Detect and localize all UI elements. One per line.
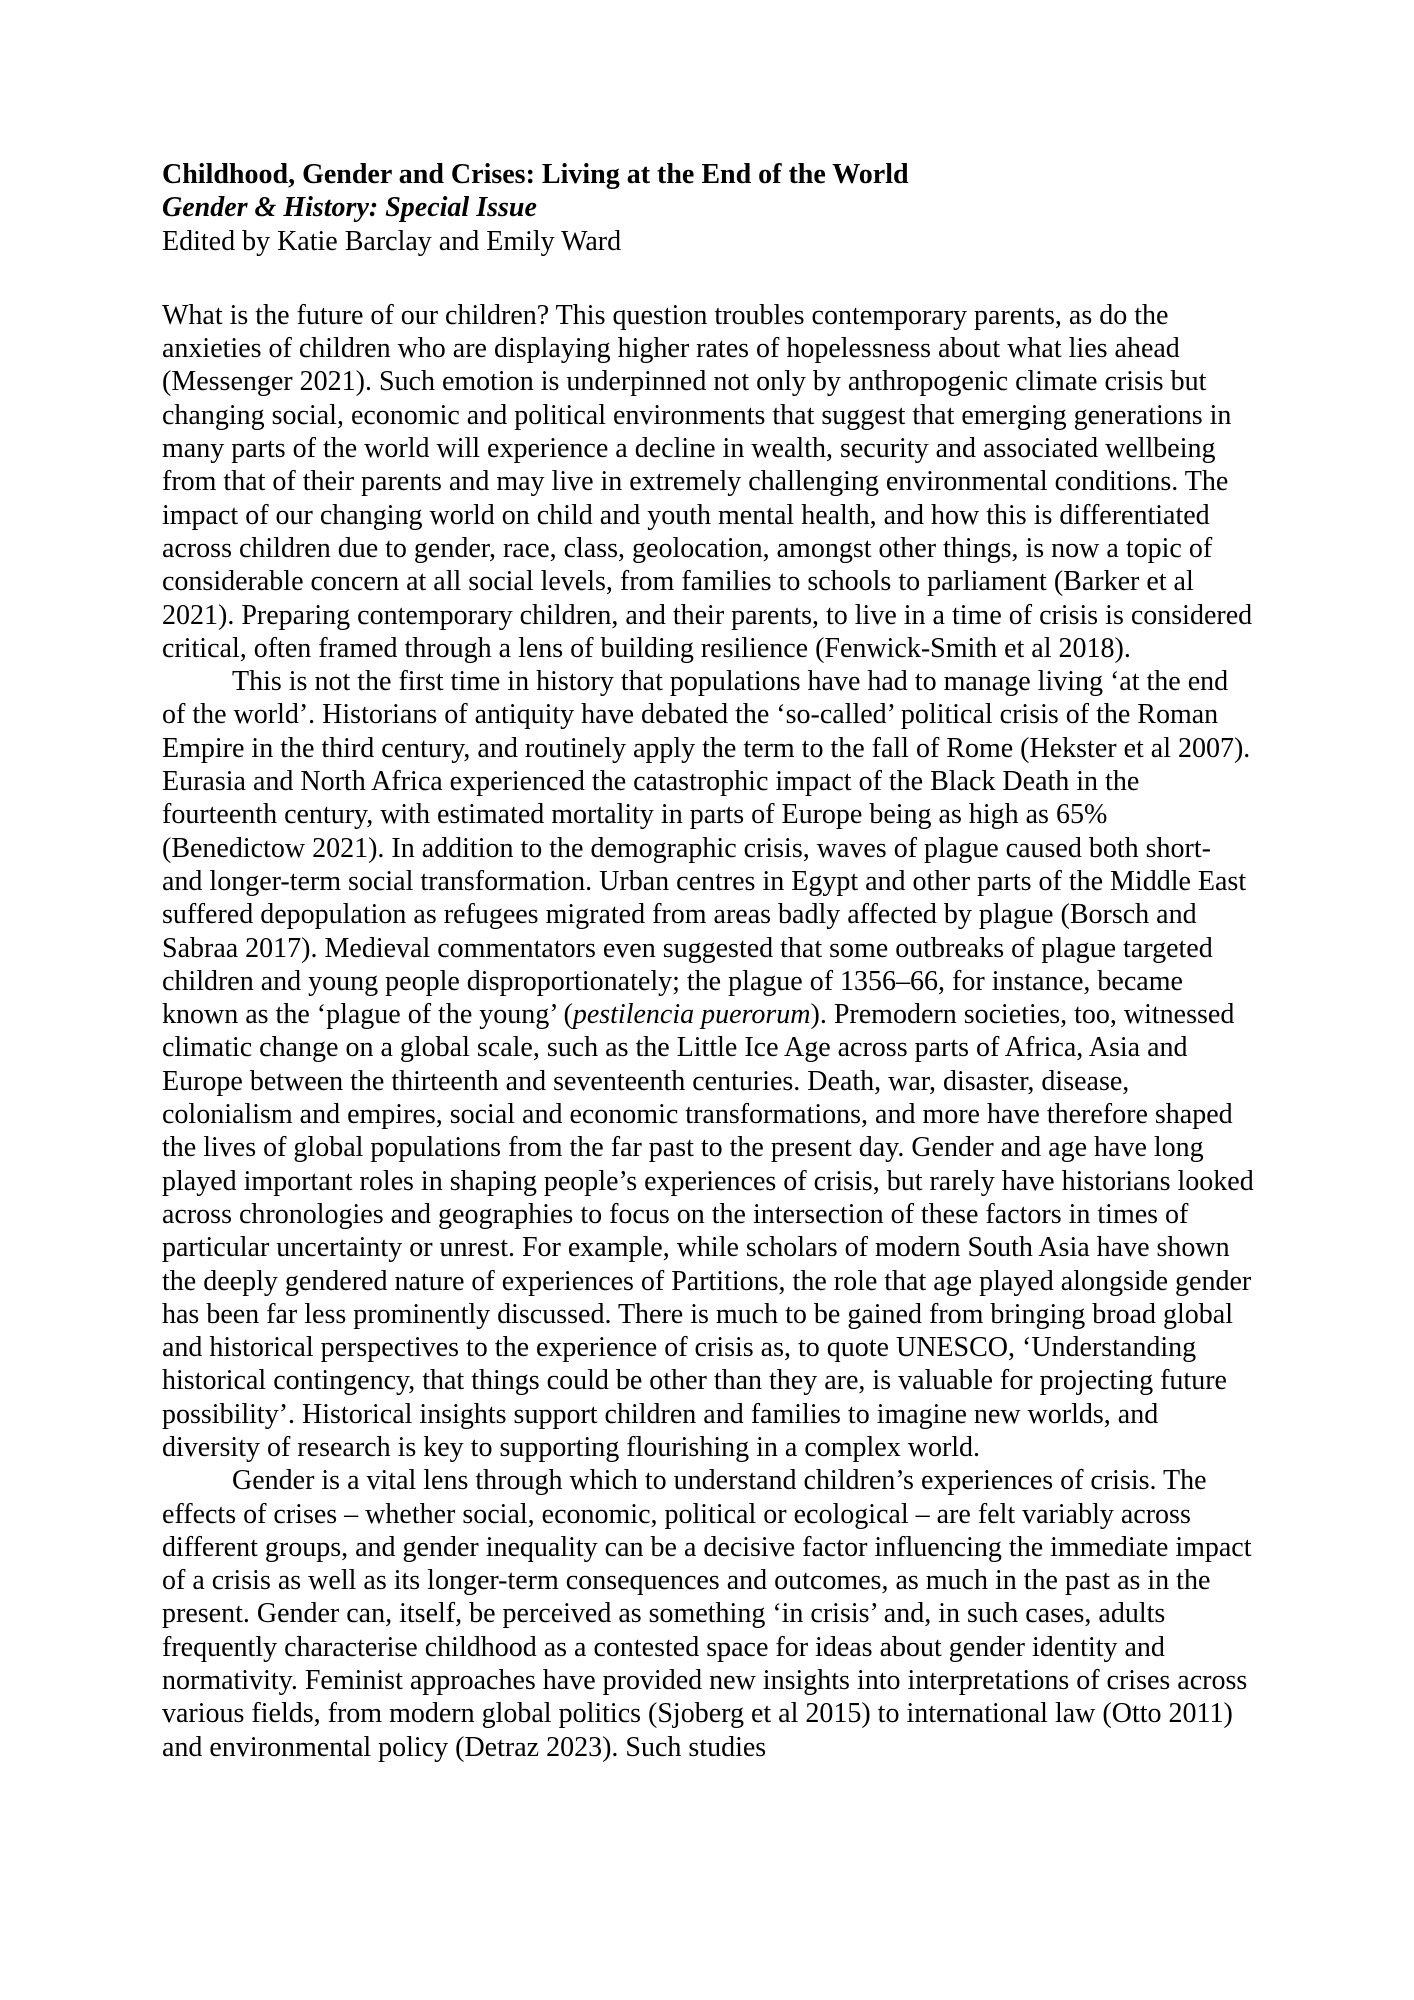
document-title: Childhood, Gender and Crises: Living at the End of the World: [162, 159, 909, 190]
paragraph-history: [162, 665, 1254, 1464]
text-run: Gender is a vital lens through which to understand children’s experiences of crisis. The effects of crises – whether social, economic, political or ecological – are felt variably across different groups, and gender inequality can be a decisive factor influencing the immediate impact of a crisis as well as its longer-term consequences and outcomes, as much in the past as in the present. Gender can, itself, be perceived as something ‘in crisis’ and, in such cases, adults frequently characterise childhood as a contested space for ideas about gender identity and normativity. Feminist approaches have provided new insights into interpretations of crises across various fields, from modern global politics (Sjoberg et al 2015) to international law (Otto 2011) and environmental policy (Detraz 2023). Such studies: [162, 1465, 1252, 1763]
paragraph-gender-lens: [162, 1464, 1254, 1764]
latin-phrase-text-run: pestilencia puerorum: [572, 999, 811, 1031]
document-subtitle: Gender & History: Special Issue: [162, 192, 537, 224]
text-run: What is the future of our children? This question troubles contemporary parents, as do the anxieties of children who are displaying higher rates of hopelessness about what lies ahead (Messenger 2021). Such emotion is underpinned not only by anthropogenic climate crisis but changing social, economic and political environments that suggest that emerging generations in many parts of the world will experience a decline in wealth, security and associated wellbeing from that of their parents and may live in extremely challenging environmental conditions. The impact of our changing world on child and youth mental health, and how this is differentiated across children due to gender, race, class, geolocation, amongst other things, is now a topic of considerable concern at all social levels, from families to schools to parliament (Barker et al 2021). Preparing contemporary children, and their parents, to live in a time of crisis is considered critical, often framed through a lens of building resilience (Fenwick-Smith et al 2018).: [162, 299, 1253, 664]
text-run: ). Premodern societies, too, witnessed climatic change on a global scale, such as the Little Ice Age across parts of Africa, Asia and Europe between the thirteenth and seventeenth centuries. Death, war, disaster, disease, colonialism and empires, social and economic transformations, and more have therefore shaped the lives of global populations from the far past to the present day. Gender and age have long played important roles in shaping people’s experiences of crisis, but rarely have historians looked across chronologies and geographies to focus on the intersection of these factors in times of particular uncertainty or unrest. For example, while scholars of modern South Asia have shown the deeply gendered nature of experiences of Partitions, the role that age played alongside gender has been far less prominently discussed. There is much to be gained from bringing broad global and historical perspectives to the experience of crisis as, to quote UNESCO, ‘Understanding historical contingency, that things could be other than they are, is valuable for projecting future possibility’. Historical insights support children and families to imagine new worlds, and diversity of research is key to supporting flourishing in a complex world.: [162, 999, 1254, 1463]
document-body: [162, 299, 1254, 1764]
text-run: This is not the first time in history that populations have had to manage living ‘at the end of the world’. Historians of antiquity have debated the ‘so-called’ political crisis of the Roman Empire in the third century, and routinely apply the term to the fall of Rome (Hekster et al 2007). Eurasia and North Africa experienced the catastrophic impact of the Black Death in the fourteenth century, with estimated mortality in parts of Europe being as high as 65% (Benedictow 2021). In addition to the demographic crisis, waves of plague caused both short- and longer-term social transformation. Urban centres in Egypt and other parts of the Middle East suffered depopulation as refugees migrated from areas badly affected by plague (Borsch and Sabraa 2017). Medieval commentators even suggested that some outbreaks of plague targeted children and young people disproportionately; the plague of 1356–66, for instance, became known as the ‘plague of the young’ (: [162, 666, 1251, 1031]
paragraph-intro: [162, 299, 1254, 665]
document-editors: Edited by Katie Barclay and Emily Ward: [162, 225, 622, 257]
document-header: [162, 158, 1254, 258]
